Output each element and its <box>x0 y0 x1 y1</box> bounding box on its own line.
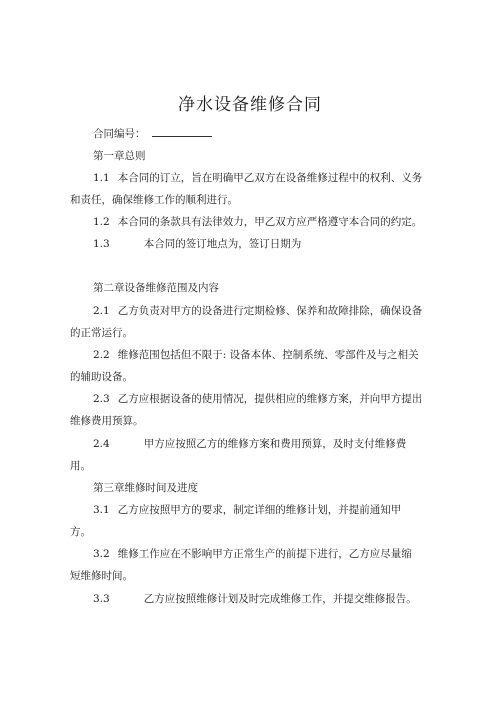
clause-text: 乙方负责对甲方的设备进行定期检修、保养和故障排除，确保设备 <box>117 305 423 317</box>
clause-text: 本合同的订立，旨在明确甲乙双方在设备维修过程中的权利、义务 <box>117 172 423 184</box>
clause-number: 1.2 <box>93 216 110 228</box>
clause-2-3-line2: 维修费用预算。 <box>70 415 144 427</box>
clause-1-3-line1 <box>93 237 301 251</box>
clause-1-2-line1 <box>93 215 422 229</box>
clause-text: 维修工作应在不影响甲方正常生产的前提下进行，乙方应尽量缩 <box>117 548 412 560</box>
clause-text: 甲方应按照乙方的维修方案和费用预算，及时支付维修费 <box>143 438 407 450</box>
clause-2-3-line1 <box>93 392 422 406</box>
contract-number-row <box>93 126 212 141</box>
clause-2-4-line1 <box>93 437 406 451</box>
clause-1-1-line2: 和责任，确保维修工作的顺利进行。 <box>70 194 238 206</box>
contract-number-label: 合同编号： <box>93 128 146 140</box>
chapter2-heading: 第二章设备维修范围及内容 <box>93 282 219 294</box>
clause-number: 1.3 <box>93 238 110 250</box>
clause-3-1-line1 <box>93 503 401 517</box>
clause-1-1-line1 <box>93 171 422 185</box>
document-title: 净水设备维修合同 <box>178 95 322 115</box>
clause-number: 1.1 <box>93 172 110 184</box>
chapter3-heading: 第三章维修时间及进度 <box>93 482 198 494</box>
clause-3-3-line1 <box>93 592 417 606</box>
clause-number: 2.2 <box>93 349 110 361</box>
clause-2-4-line2: 用。 <box>70 460 91 472</box>
clause-text: 乙方应按照甲方的要求，制定详细的维修计划，并提前通知甲 <box>117 504 402 516</box>
clause-number: 3.2 <box>93 548 110 560</box>
clause-text: 本合同的条款具有法律效力，甲乙双方应严格遵守本合同的约定。 <box>117 216 423 228</box>
clause-number: 2.1 <box>93 305 110 317</box>
clause-number: 3.3 <box>93 593 110 605</box>
clause-text: 乙方应根据设备的使用情况，提供相应的维修方案，并向甲方提出 <box>117 393 423 405</box>
clause-3-1-line2: 方。 <box>70 526 91 538</box>
clause-2-2-line2: 的辅助设备。 <box>70 371 133 383</box>
clause-text: 乙方应按照维修计划及时完成维修工作，并提交维修报告。 <box>143 593 417 605</box>
clause-number: 2.4 <box>93 438 110 450</box>
clause-2-1-line2: 的正常运行。 <box>70 327 133 339</box>
clause-3-2-line1 <box>93 547 412 561</box>
clause-text: 本合同的签订地点为，签订日期为 <box>143 238 302 250</box>
clause-3-2-line2: 短维修时间。 <box>70 570 133 582</box>
clause-2-2-line1 <box>93 348 419 362</box>
clause-number: 3.1 <box>93 504 110 516</box>
chapter1-heading: 第一章总则 <box>93 150 146 162</box>
contract-number-blank <box>152 126 212 137</box>
clause-text: 维修范围包括但不限于: 设备本体、控制系统、零部件及与之相关 <box>117 349 419 361</box>
clause-2-1-line1 <box>93 304 422 318</box>
clause-number: 2.3 <box>93 393 110 405</box>
